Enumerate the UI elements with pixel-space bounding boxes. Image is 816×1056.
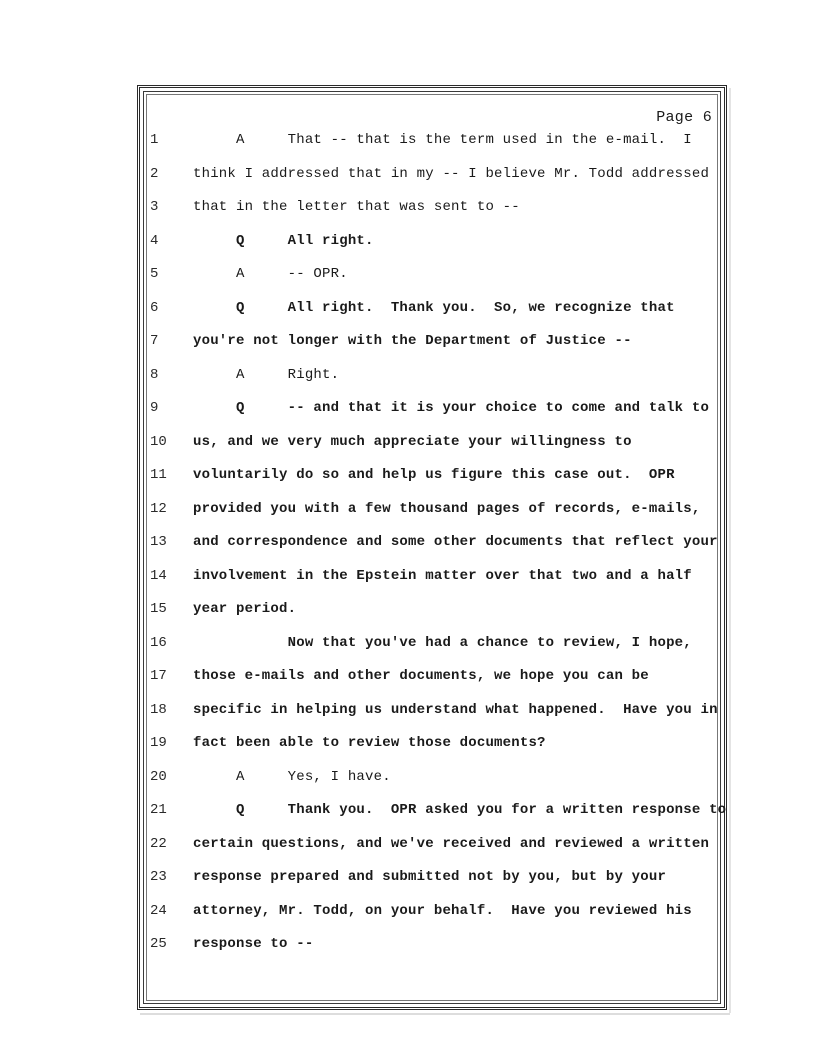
transcript-line: certain questions, and we've received and reviewed a written (193, 836, 710, 852)
line-number: 23 (150, 869, 167, 885)
transcript-line: you're not longer with the Department of Justice -- (193, 333, 632, 349)
transcript-line: us, and we very much appreciate your willingness to (193, 434, 632, 450)
page-number: Page 6 (656, 109, 712, 126)
line-number: 11 (150, 467, 167, 483)
transcript-line: Q Thank you. OPR asked you for a written response to (193, 802, 727, 818)
transcript-line: those e-mails and other documents, we hope you can be (193, 668, 649, 684)
transcript-line: A Yes, I have. (193, 769, 391, 785)
line-number: 20 (150, 769, 167, 785)
line-number: 12 (150, 501, 167, 517)
line-number: 25 (150, 936, 167, 952)
transcript-line: A -- OPR. (193, 266, 348, 282)
line-number: 2 (150, 166, 159, 182)
line-number: 14 (150, 568, 167, 584)
transcript-line: A Right. (193, 367, 340, 383)
line-number: 9 (150, 400, 159, 416)
transcript-line: Q All right. (193, 233, 374, 249)
line-number: 7 (150, 333, 159, 349)
line-number: 3 (150, 199, 159, 215)
transcript-line: specific in helping us understand what happened. Have you in (193, 702, 718, 718)
transcript-line: think I addressed that in my -- I believe Mr. Todd addressed (193, 166, 710, 182)
transcript-line: that in the letter that was sent to -- (193, 199, 520, 215)
line-number: 15 (150, 601, 167, 617)
line-number: 5 (150, 266, 159, 282)
page-shadow-right (729, 88, 731, 1013)
line-number: 10 (150, 434, 167, 450)
line-number: 8 (150, 367, 159, 383)
transcript-line: Q -- and that it is your choice to come and talk to (193, 400, 710, 416)
line-number: 1 (150, 132, 159, 148)
line-number: 13 (150, 534, 167, 550)
line-number: 17 (150, 668, 167, 684)
transcript-line: involvement in the Epstein matter over that two and a half (193, 568, 692, 584)
page-shadow-bottom (140, 1013, 730, 1015)
transcript-line: provided you with a few thousand pages of records, e-mails, (193, 501, 701, 517)
line-number: 19 (150, 735, 167, 751)
transcript-line: Now that you've had a chance to review, I hope, (193, 635, 692, 651)
line-number: 24 (150, 903, 167, 919)
line-number: 22 (150, 836, 167, 852)
transcript-line: attorney, Mr. Todd, on your behalf. Have you reviewed his (193, 903, 692, 919)
transcript-line: Q All right. Thank you. So, we recognize that (193, 300, 675, 316)
line-number: 18 (150, 702, 167, 718)
line-number: 21 (150, 802, 167, 818)
line-number: 6 (150, 300, 159, 316)
transcript-line: response to -- (193, 936, 314, 952)
transcript-line: and correspondence and some other documents that reflect your (193, 534, 718, 550)
line-number: 4 (150, 233, 159, 249)
transcript-line: voluntarily do so and help us figure this case out. OPR (193, 467, 675, 483)
transcript-line: fact been able to review those documents? (193, 735, 546, 751)
transcript-line: year period. (193, 601, 297, 617)
line-number: 16 (150, 635, 167, 651)
transcript-line: response prepared and submitted not by you, but by your (193, 869, 667, 885)
transcript-line: A That -- that is the term used in the e-mail. I (193, 132, 692, 148)
